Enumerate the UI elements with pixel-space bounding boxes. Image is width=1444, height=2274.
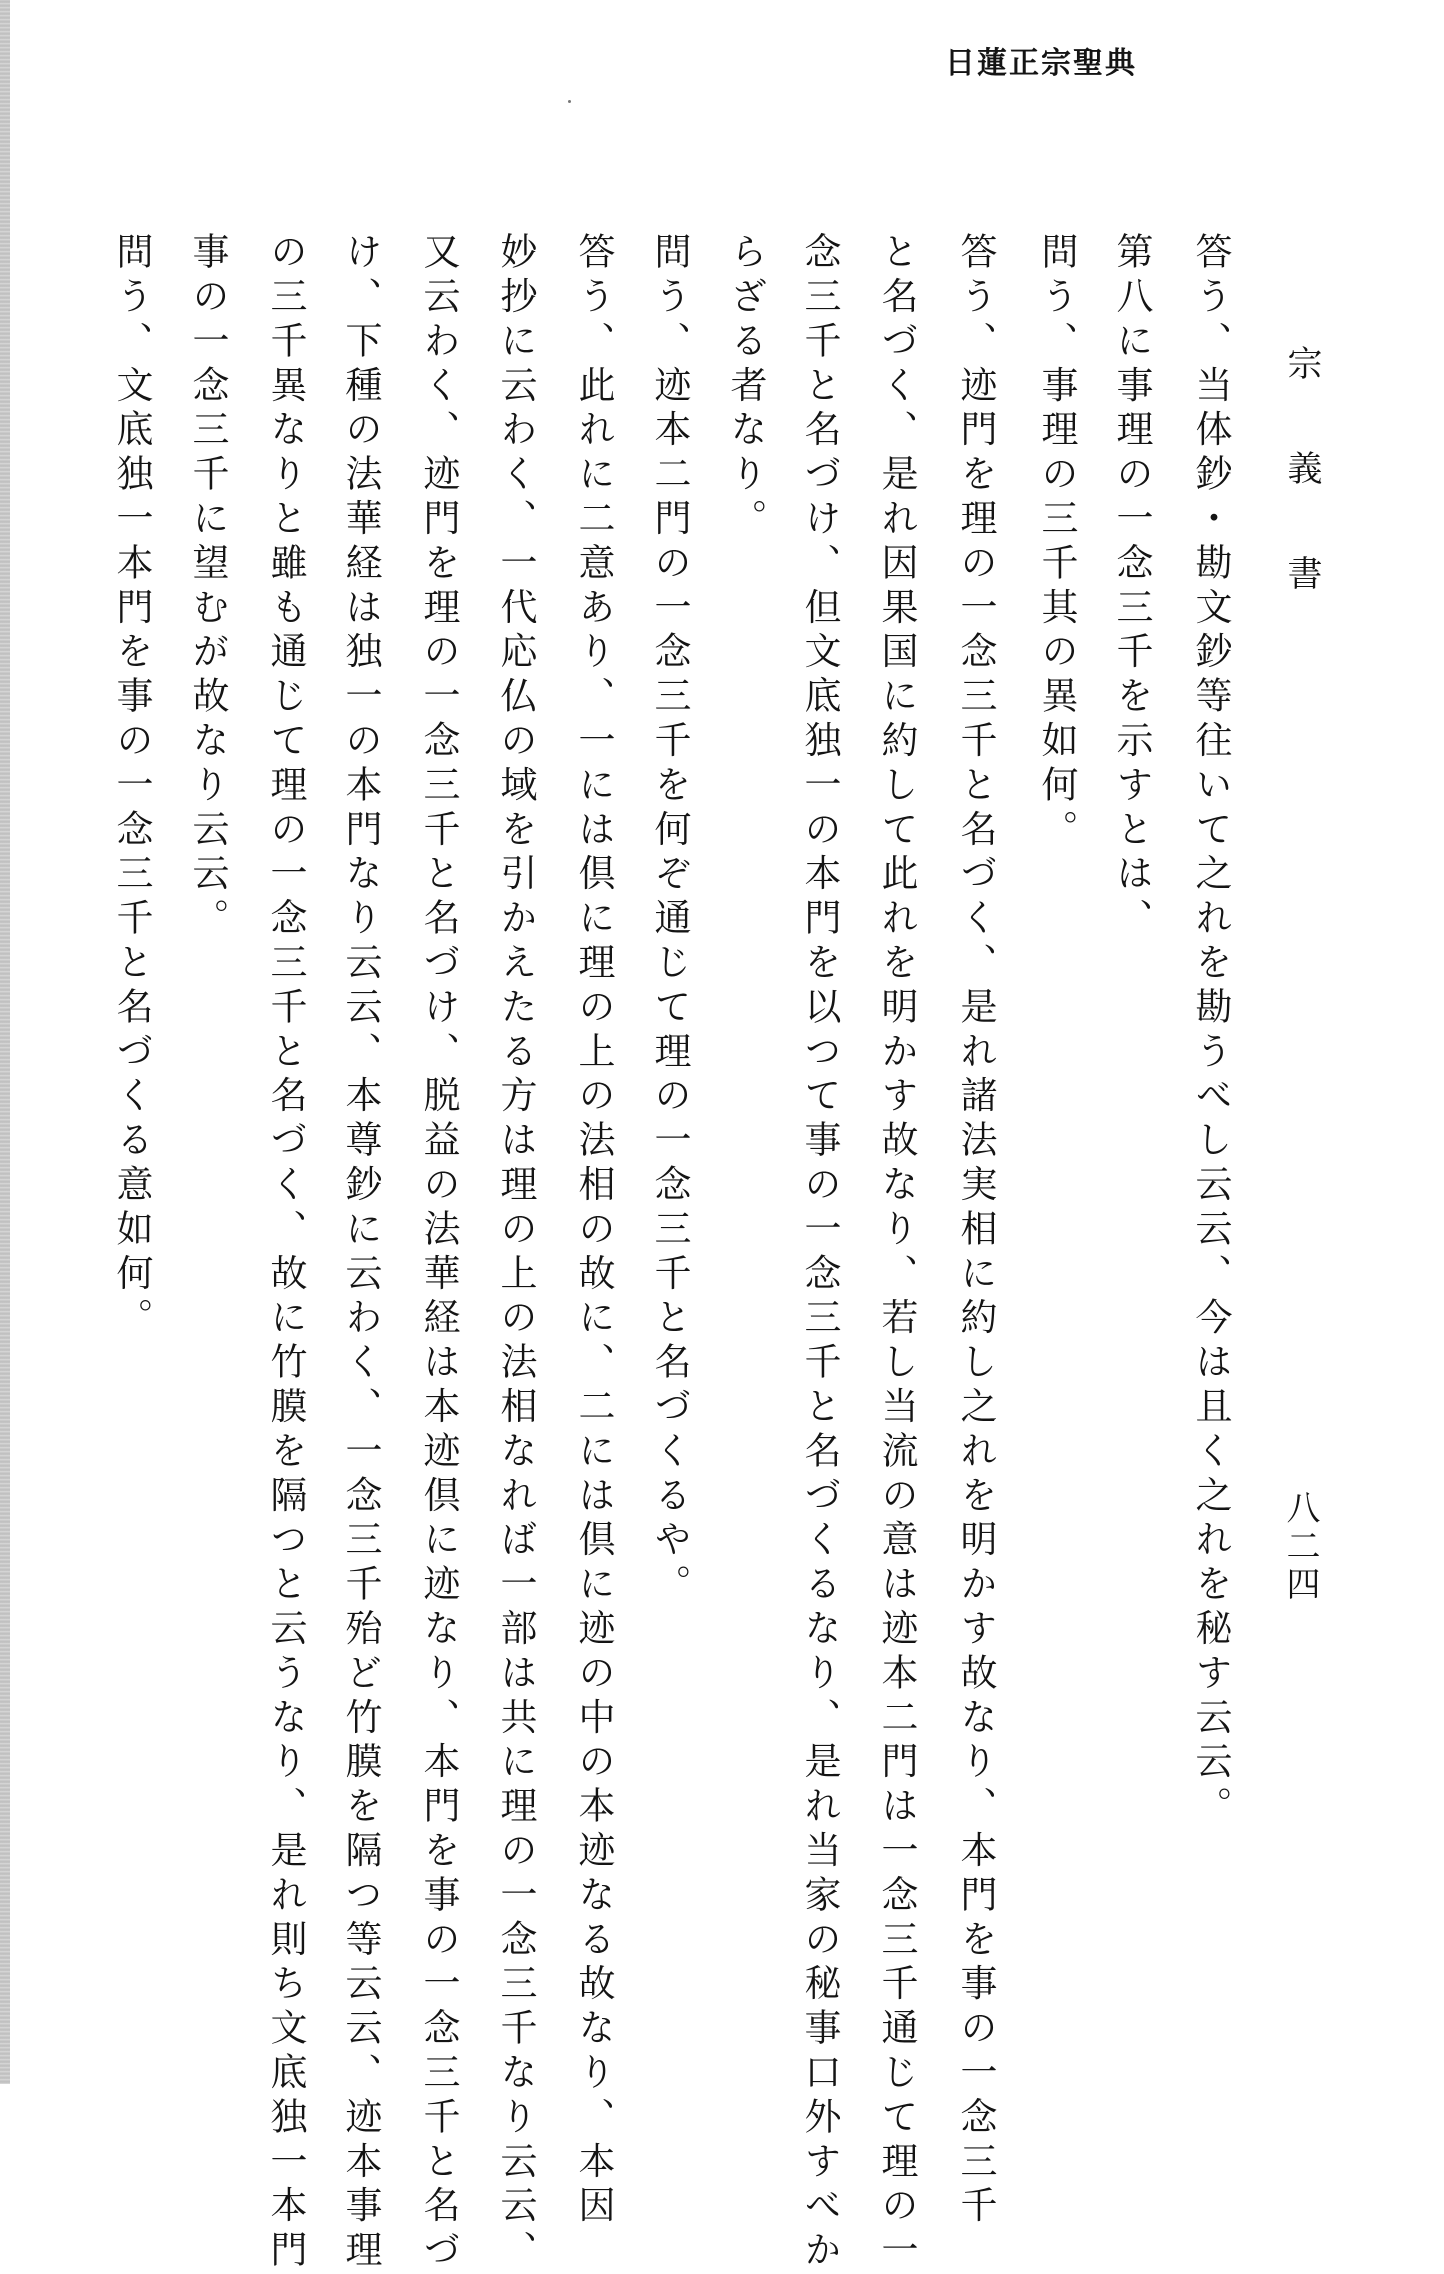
body-column-5: と名づく、是れ因果国に約して此れを明かす故なり、若し当流の意は迹本二門は一念三千通じて理の一	[875, 232, 918, 2274]
body-column-14: 事の一念三千に望むが故なり云云。	[186, 232, 229, 943]
binding-edge	[0, 0, 10, 2084]
body-column-13: の三千異なりと雖も通じて理の一念三千と名づく、故に竹膜を隔つと云うなり、是れ則ち文底独一本門	[264, 232, 307, 2274]
body-column-3: 問う、事理の三千其の異如何。	[1035, 232, 1078, 854]
body-column-10: 妙抄に云わく、一代応仏の域を引かえたる方は理の上の法相なれば一部は共に理の一念三千なり云云、	[494, 232, 537, 2274]
print-speck	[568, 100, 571, 103]
body-column-6: 念三千と名づけ、但文底独一の本門を以つて事の一念三千と名づくるなり、是れ当家の秘事口外すべか	[798, 232, 841, 2274]
body-column-4: 答う、迹門を理の一念三千と名づく、是れ諸法実相に約し之れを明かす故なり、本門を事の一念三千	[954, 232, 997, 2230]
body-column-1: 答う、当体鈔・勘文鈔等往いて之れを勘うべし云云、今は且く之れを秘す云云。	[1189, 232, 1232, 1831]
body-column-11: 又云わく、迹門を理の一念三千と名づけ、脱益の法華経は本迹倶に迹なり、本門を事の一念三千と名づ	[417, 232, 460, 2274]
body-column-2: 第八に事理の一念三千を示すとは、	[1110, 232, 1153, 943]
body-column-15: 問う、文底独一本門を事の一念三千と名づくる意如何。	[110, 232, 153, 1342]
page-number: 八二四	[1280, 1490, 1320, 1604]
body-column-8: 問う、迹本二門の一念三千を何ぞ通じて理の一念三千と名づくるや。	[648, 232, 691, 1609]
chapter-title: 宗義書	[1282, 345, 1322, 660]
body-column-7: らざる者なり。	[724, 232, 767, 543]
body-column-9: 答う、此れに二意あり、一には倶に理の上の法相の故に、二には倶に迹の中の本迹なる故なり、本因	[572, 232, 615, 2230]
body-column-12: け、下種の法華経は独一の本門なり云云、本尊鈔に云わく、一念三千殆ど竹膜を隔つ等云云、迹本事理	[339, 232, 382, 2274]
running-header-book-title: 日蓮正宗聖典	[945, 46, 1137, 81]
